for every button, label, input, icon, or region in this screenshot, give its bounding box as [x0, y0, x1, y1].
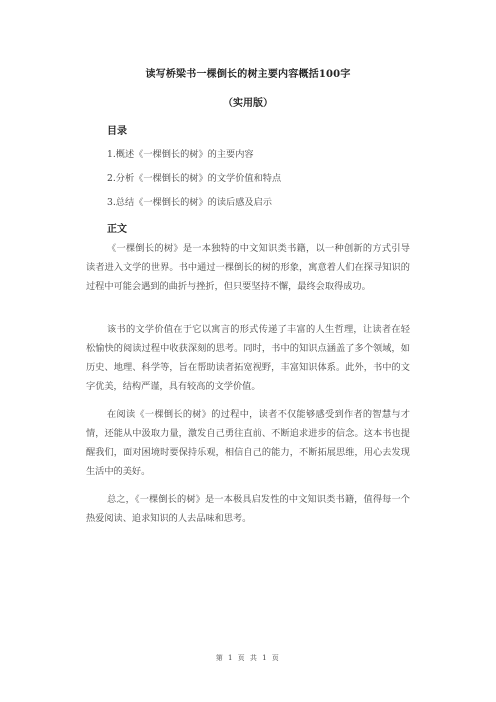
- toc-item-3: 3.总结《一棵倒长的树》的读后感及启示: [107, 197, 272, 208]
- body-paragraph-1: 《一棵倒长的树》是一本独特的中文知识类书籍，以一种创新的方式引导读者进入文学的世界。书中通过一棵倒长的树的形象，寓意着人们在探寻知识的过程中可能会遇到的曲折与挫折，但只要坚持不懈，最终会取得成功。: [86, 243, 410, 292]
- body-paragraph-3: 在阅读《一棵倒长的树》的过程中，读者不仅能够感受到作者的智慧与才情，还能从中汲取力量，激发自己勇往直前、不断追求进步的信念。这本书也提醒我们，面对困境时要保持乐观，相信自己的能力，不断拓展思维，用心去发现生活中的美好。: [86, 409, 410, 477]
- page-footer: 第 1 页 共 1 页: [215, 654, 281, 662]
- toc-item-1: 1.概述《一棵倒长的树》的主要内容: [107, 149, 254, 160]
- body-paragraph-4: 总之，《一棵倒长的树》是一本极具启发性的中文知识类书籍，值得每一个热爱阅读、追求知识的人去品味和思考。: [86, 494, 410, 524]
- toc-item-2: 2.分析《一棵倒长的树》的文学价值和特点: [107, 173, 282, 184]
- document-title: 读写桥梁书一棵倒长的树主要内容概括100字: [145, 69, 351, 80]
- toc-heading: 目录: [107, 126, 127, 137]
- document-subtitle: （实用版）: [223, 98, 273, 109]
- body-heading: 正文: [107, 224, 127, 235]
- body-paragraph-2: 该书的文学价值在于它以寓言的形式传递了丰富的人生哲理，让读者在轻松愉快的阅读过程中收获深刻的思考。同时，书中的知识点涵盖了多个领域，如历史、地理、科学等，旨在帮助读者拓宽视野，丰富知识体系。此外，书中的文字优美，结构严谨，具有较高的文学价值。: [86, 324, 410, 392]
